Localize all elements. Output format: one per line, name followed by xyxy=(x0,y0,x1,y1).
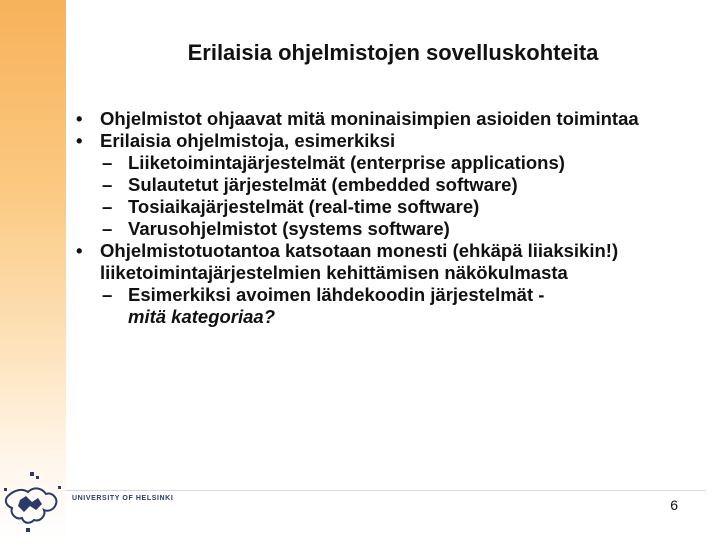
footer-divider xyxy=(66,490,706,491)
sub-bullet-1 xyxy=(70,152,710,174)
bullet-2 xyxy=(70,130,710,152)
page-number: 6 xyxy=(670,497,678,513)
sub-bullet-2-text: Sulautetut järjestelmät (embedded software) xyxy=(128,174,518,195)
dash-marker: – xyxy=(102,218,113,239)
university-of-helsinki-logo-icon xyxy=(0,466,66,540)
sub-bullet-5-italic: mitä kategoriaa? xyxy=(128,306,276,327)
sub-bullet-4 xyxy=(70,218,710,240)
dash-marker: – xyxy=(102,174,113,195)
bullet-1 xyxy=(70,108,710,130)
sub-bullet-2 xyxy=(70,174,710,196)
logo-text: UNIVERSITY OF HELSINKI xyxy=(72,495,174,502)
dash-marker: – xyxy=(102,196,113,217)
sub-bullet-1-text: Liiketoimintajärjestelmät (enterprise applications) xyxy=(128,152,565,173)
sub-bullet-5-text: Esimerkiksi avoimen lähdekoodin järjestelmät - xyxy=(128,284,545,305)
bullet-3 xyxy=(70,240,710,284)
bullet-marker: • xyxy=(76,240,83,261)
bullet-2-text: Erilaisia ohjelmistoja, esimerkiksi xyxy=(100,130,396,151)
sub-bullet-3 xyxy=(70,196,710,218)
bullet-marker: • xyxy=(76,108,83,129)
bullet-1-text: Ohjelmistot ohjaavat mitä moninaisimpien asioiden toimintaa xyxy=(100,108,639,129)
sub-bullet-3-text: Tosiaikajärjestelmät (real-time software) xyxy=(128,196,480,217)
slide-title: Erilaisia ohjelmistojen sovelluskohteita xyxy=(187,40,599,65)
sub-bullet-5 xyxy=(70,284,710,328)
bullet-3-text: Ohjelmistotuotantoa katsotaan monesti (ehkäpä liiaksikin!) liiketoimintajärjestelmien kehittämisen näkökulmasta xyxy=(100,240,619,283)
dash-marker: – xyxy=(102,284,113,305)
slide-content xyxy=(70,108,710,328)
bullet-marker: • xyxy=(76,130,83,151)
sidebar-gradient xyxy=(0,0,66,540)
sub-bullet-4-text: Varusohjelmistot (systems software) xyxy=(128,218,450,239)
dash-marker: – xyxy=(102,152,113,173)
